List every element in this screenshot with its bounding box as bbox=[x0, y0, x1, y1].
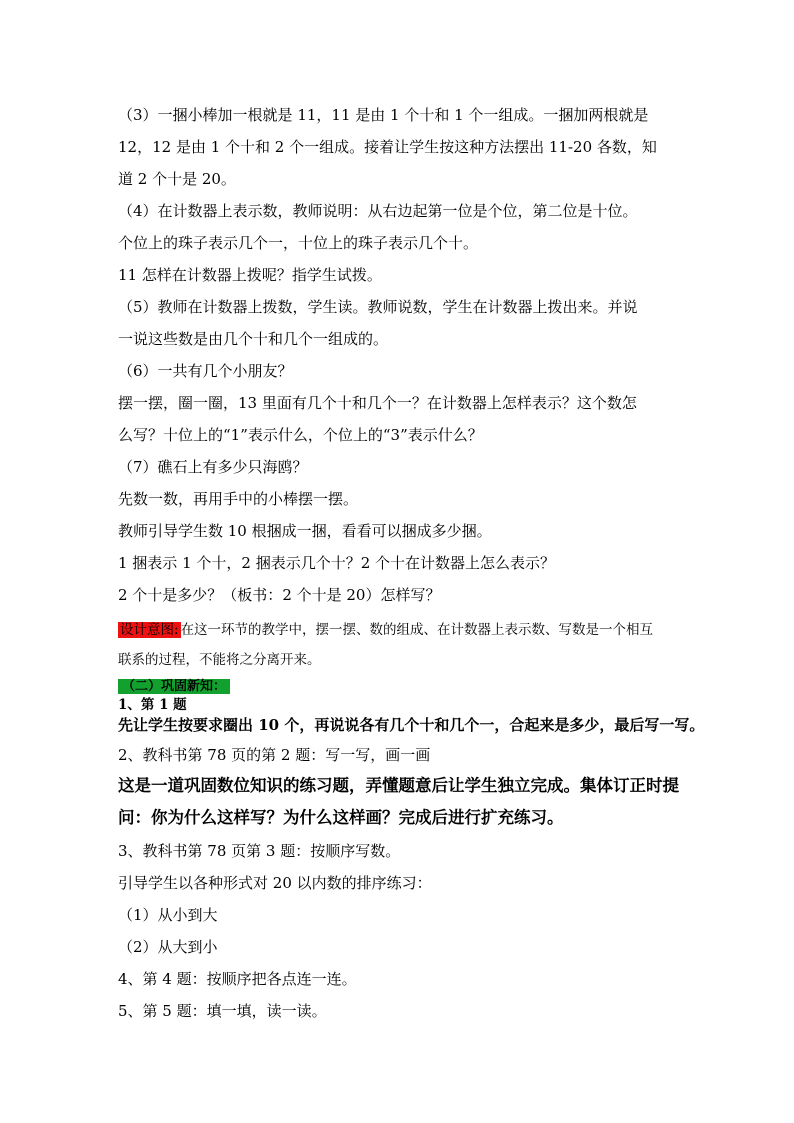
q3-text: 引导学生以各种形式对 20 以内数的排序练习： bbox=[118, 874, 432, 892]
text-line: 12，12 是由 1 个十和 2 个一组成。接着让学生按这种方法摆出 11-20 各数，知 bbox=[118, 138, 657, 156]
q5-text: 5、第 5 题：填一填，读一读。 bbox=[118, 1002, 327, 1020]
text-line: 11 怎样在计数器上拨呢？指学生试拨。 bbox=[118, 266, 382, 284]
text-line: 2 个十是多少？（板书：2 个十是 20）怎样写？ bbox=[118, 586, 441, 604]
q2-title: 2、教科书第 78 页的第 2 题：写一写，画一画 bbox=[118, 746, 431, 764]
design-intent-line bbox=[118, 620, 653, 640]
text-line: （4）在计数器上表示数，教师说明：从右边起第一位是个位，第二位是十位。 bbox=[118, 202, 638, 220]
section-heading: （二）巩固新知： bbox=[118, 679, 230, 694]
text-line: 1 捆表示 1 个十，2 捆表示几个十？2 个十在计数器上怎么表示？ bbox=[118, 554, 556, 572]
text-line: （5）教师在计数器上拨数，学生读。教师说数，学生在计数器上拨出来。并说 bbox=[118, 298, 638, 316]
text-line: 教师引导学生数 10 根捆成一捆，看看可以捆成多少捆。 bbox=[118, 522, 492, 540]
text-line: 个位上的珠子表示几个一，十位上的珠子表示几个十。 bbox=[118, 234, 479, 252]
text-line: 摆一摆，圈一圈，13 里面有几个十和几个一？在计数器上怎样表示？这个数怎 bbox=[118, 394, 637, 412]
text-line: 先数一数，再用手中的小棒摆一摆。 bbox=[118, 490, 359, 508]
design-intent-label: 设计意图: bbox=[120, 622, 179, 638]
q1-title: 1、第 1 题 bbox=[118, 697, 187, 713]
q3-item-1: （1）从小到大 bbox=[118, 906, 218, 924]
text-line: （7）礁石上有多少只海鸥？ bbox=[118, 458, 308, 476]
q3-title: 3、教科书第 78 页第 3 题：按顺序写数。 bbox=[118, 842, 401, 860]
text-line: （3）一捆小棒加一根就是 11，11 是由 1 个十和 1 个一组成。一捆加两根就是 bbox=[118, 106, 649, 124]
text-line: （6）一共有几个小朋友？ bbox=[118, 362, 293, 380]
design-intent-text: 在这一环节的教学中，摆一摆、数的组成、在计数器上表示数、写数是一个相互 bbox=[180, 622, 654, 638]
text-line: 道 2 个十是 20。 bbox=[118, 170, 236, 188]
q3-item-2: （2）从大到小 bbox=[118, 938, 218, 956]
q2-bold-text-2: 问：你为什么这样写？为什么这样画？完成后进行扩充练习。 bbox=[118, 808, 564, 827]
q4-text: 4、第 4 题：按顺序把各点连一连。 bbox=[118, 970, 357, 988]
text-line: 么写？十位上的“1”表示什么，个位上的“3”表示什么？ bbox=[118, 426, 483, 444]
q2-bold-text-1: 这是一道巩固数位知识的练习题，弄懂题意后让学生独立完成。集体订正时提 bbox=[118, 776, 679, 795]
text-line: 一说这些数是由几个十和几个一组成的。 bbox=[118, 330, 389, 348]
q1-text: 先让学生按要求圈出 10 个，再说说各有几个十和几个一，合起来是多少，最后写一写。 bbox=[118, 716, 705, 734]
design-intent-line-2: 联系的过程，不能将之分离开来。 bbox=[118, 652, 321, 668]
section-heading-line bbox=[118, 675, 230, 697]
